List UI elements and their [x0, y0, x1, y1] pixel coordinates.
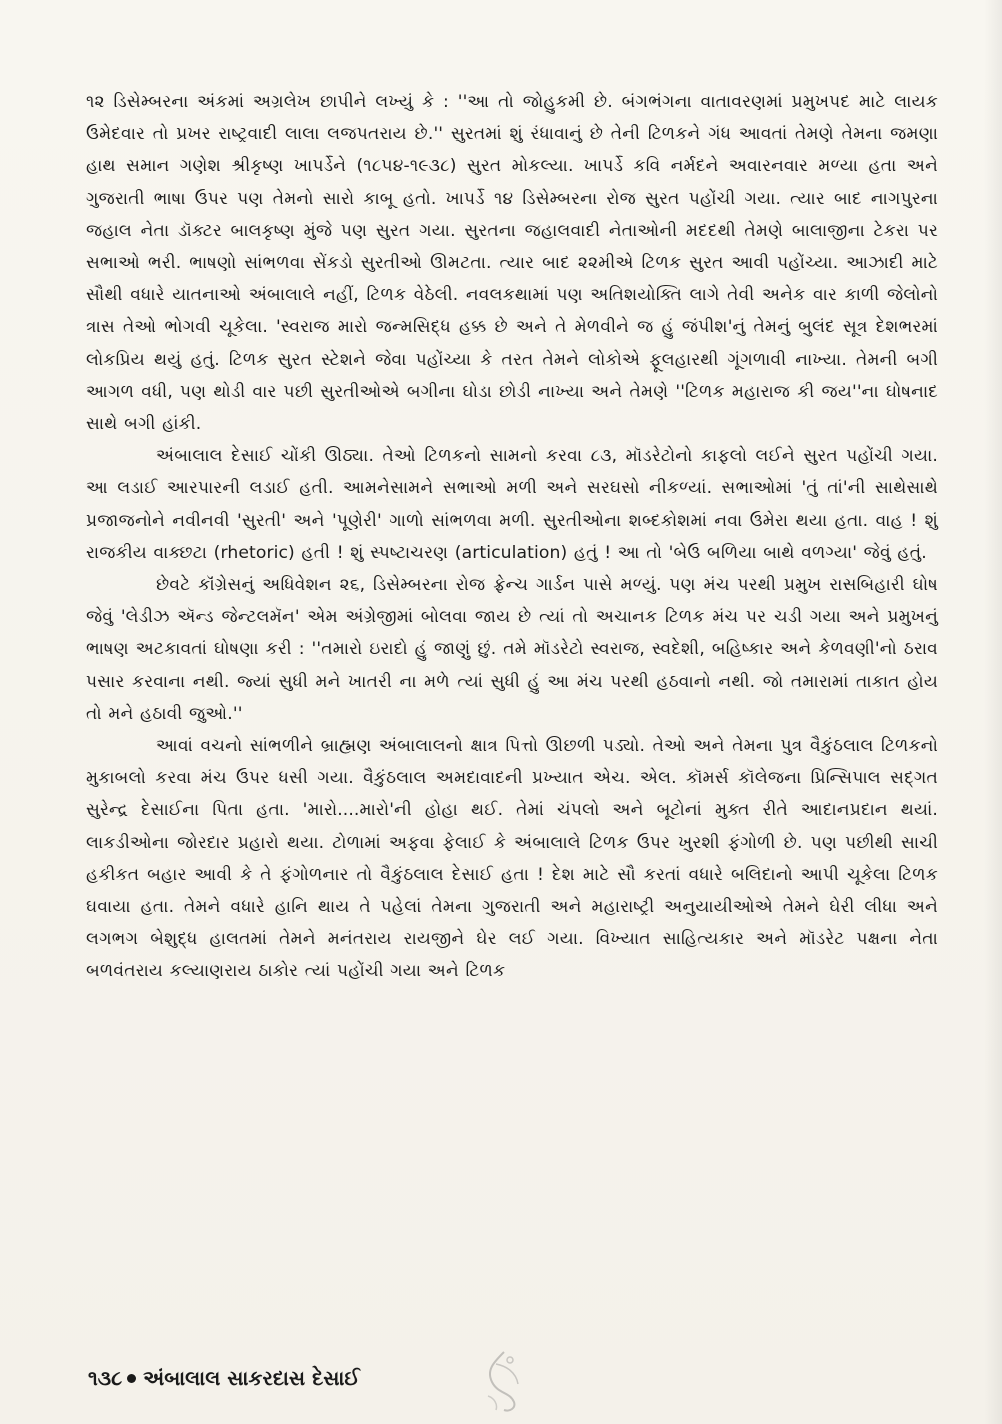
- page-footer: [88, 1366, 360, 1390]
- page-number: ૧૩૮: [88, 1366, 123, 1390]
- decorative-ornament-icon: [476, 1348, 532, 1414]
- paragraph-3: છેવટે કૉંગ્રેસનું અધિવેશન ૨૬, ડિસેમ્બરના રોજ ફ્રેન્ચ ગાર્ડન પાસે મળ્યું. પણ મંચ પરથી પ્રમુખ રાસબિહારી ઘોષ જેવું 'લેડીઝ ઍન્ડ જેન્ટલમૅન' એમ અંગ્રેજીમાં બોલવા જાય છે ત્યાં તો અચાનક ટિળક મંચ પર ચડી ગયા અને પ્રમુખનું ભાષણ અટકાવતાં ઘોષણા કરી : ''તમારો ઇરાદો હું જાણું છું. તમે મૉડરેટો સ્વરાજ, સ્વદેશી, બહિષ્કાર અને કેળવણી'નો ઠરાવ પસાર કરવાના નથી. જ્યાં સુધી મને ખાતરી ના મળે ત્યાં સુધી હું આ મંચ પરથી હઠવાનો નથી. જો તમારામાં તાકાત હોય તો મને હઠાવી જુઓ.'': [86, 575, 938, 724]
- paragraph-4: આવાં વચનો સાંભળીને બ્રાહ્મણ અંબાલાલનો ક્ષાત્ર પિત્તો ઊછળી પડ્યો. તેઓ અને તેમના પુત્ર વૈકુંઠલાલ ટિળકનો મુકાબલો કરવા મંચ ઉપર ધસી ગયા. વૈકુંઠલાલ અમદાવાદની પ્રખ્યાત એચ. એલ. કૉમર્સ કૉલેજના પ્રિન્સિપાલ સદ્ગત સુરેન્દ્ર દેસાઈના પિતા હતા. 'મારો....મારો'ની હોહા થઈ. તેમાં ચંપલો અને બૂટોનાં મુક્ત રીતે આદાનપ્રદાન થયાં. લાકડીઓના જોરદાર પ્રહારો થયા. ટોળામાં અફવા ફેલાઈ કે અંબાલાલે ટિળક ઉપર ખુરશી ફંગોળી છે. પણ પછીથી સાચી હકીકત બહાર આવી કે તે ફંગોળનાર તો વૈકુંઠલાલ દેસાઈ હતા ! દેશ માટે સૌ કરતાં વધારે બલિદાનો આપી ચૂકેલા ટિળક ઘવાયા હતા. તેમને વધારે હાનિ થાય તે પહેલાં તેમના ગુજરાતી અને મહારાષ્ટ્રી અનુયાયીઓએ તેમને ઘેરી લીધા અને લગભગ બેશુદ્ધ હાલતમાં તેમને મનંતરાય રાયજીને ઘેર લઈ ગયા. વિખ્યાત સાહિત્યકાર અને મૉડરેટ પક્ષના નેતા બળવંતરાય કલ્યાણરાય ઠાકોર ત્યાં પહોંચી ગયા અને ટિળક: [86, 736, 938, 982]
- page-edge-shadow: [984, 0, 1002, 1424]
- running-title: અંબાલાલ સાકરદાસ દેસાઈ: [143, 1366, 360, 1390]
- body-text: [86, 86, 938, 988]
- paragraph-1: ૧૨ ડિસેમ્બરના અંકમાં અગ્રલેખ છાપીને લખ્યું કે : ''આ તો જોહુકમી છે. બંગભંગના વાતાવરણમાં પ્રમુખપદ માટે લાયક ઉમેદવાર તો પ્રખર રાષ્ટ્રવાદી લાલા લજપતરાય છે.'' સુરતમાં શું રંધાવાનું છે તેની ટિળકને ગંધ આવતાં તેમણે તેમના જમણા હાથ સમાન ગણેશ શ્રીકૃષ્ણ ખાપર્ડેને (૧૮૫૪-૧૯૩૮) સુરત મોકલ્યા. ખાપર્ડે કવિ નર્મદને અવારનવાર મળ્યા હતા અને ગુજરાતી ભાષા ઉપર પણ તેમનો સારો કાબૂ હતો. ખાપર્ડે ૧૪ ડિસેમ્બરના રોજ સુરત પહોંચી ગયા. ત્યાર બાદ નાગપુરના જહાલ નેતા ડૉક્ટર બાલકૃષ્ણ મુંજે પણ સુરત ગયા. સુરતના જહાલવાદી નેતાઓની મદદથી તેમણે બાલાજીના ટેકરા પર સભાઓ ભરી. ભાષણો સાંભળવા સેંકડો સુરતીઓ ઊમટતા. ત્યાર બાદ ૨૨મીએ ટિળક સુરત આવી પહોંચ્યા. આઝાદી માટે સૌથી વધારે યાતનાઓ અંબાલાલે નહીં, ટિળક વેઠેલી. નવલકથામાં પણ અતિશયોક્તિ લાગે તેવી અનેક વાર કાળી જેલોનો ત્રાસ તેઓ ભોગવી ચૂકેલા. 'સ્વરાજ મારો જન્મસિદ્ધ હક્ક છે અને તે મેળવીને જ હું જંપીશ'નું તેમનું બુલંદ સૂત્ર દેશભરમાં લોકપ્રિય થયું હતું. ટિળક સુરત સ્ટેશને જેવા પહોંચ્યા કે તરત તેમને લોકોએ ફૂલહારથી ગૂંગળાવી નાખ્યા. તેમની બગી આગળ વધી, પણ થોડી વાર પછી સુરતીઓએ બગીના ઘોડા છોડી નાખ્યા અને તેમણે ''ટિળક મહારાજ કી જય''ના ઘોષનાદ સાથે બગી હાંકી.: [86, 92, 938, 435]
- paragraph-2: અંબાલાલ દેસાઈ ચોંકી ઊઠ્યા. તેઓ ટિળકનો સામનો કરવા ૮૩, મૉડરેટોનો કાફલો લઈને સુરત પહોંચી ગયા. આ લડાઈ આરપારની લડાઈ હતી. આમનેસામને સભાઓ મળી અને સરઘસો નીકળ્યાં. સભાઓમાં 'તું તાં'ની સાથેસાથે પ્રજાજનોને નવીનવી 'સુરતી' અને 'પૂણેરી' ગાળો સાંભળવા મળી. સુરતીઓના શબ્દકોશમાં નવા ઉમેરા થયા હતા. વાહ ! શું રાજકીય વાક્છટા (rhetoric) હતી ! શું સ્પષ્ટાચરણ (articulation) હતું ! આ તો 'બેઉ બળિયા બાથે વળગ્યા' જેવું હતું.: [86, 446, 938, 563]
- bullet-icon: [127, 1374, 136, 1383]
